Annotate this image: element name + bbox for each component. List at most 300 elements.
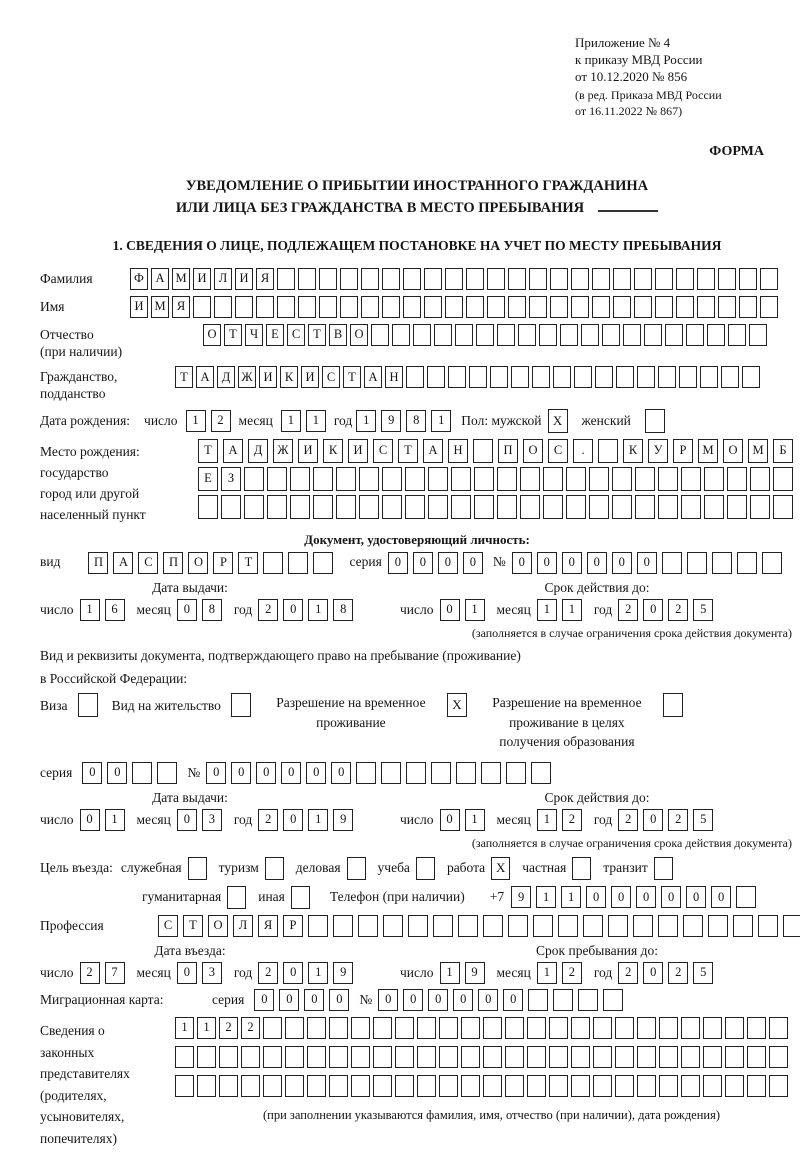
char-cell: 1 [80,599,100,621]
char-cell [681,1075,700,1097]
phone-label: Телефон (при наличии) [329,889,465,904]
char-cell [497,324,515,346]
representatives-row [40,1017,794,1150]
char-cell [762,552,782,574]
char-cell [235,296,253,318]
representatives-label-line: Сведения о [40,1022,105,1038]
char-cell [658,467,678,491]
month-label: месяц [238,412,273,428]
char-cell: 1 [308,599,328,621]
char-cell [681,495,701,519]
char-cell [560,324,578,346]
doc-number-cells [512,552,782,574]
res-issue-month-cells [177,809,222,831]
char-cell [658,915,678,937]
char-cell [725,1017,744,1039]
char-cell [403,296,421,318]
char-cell: О [203,324,221,346]
char-cell: 9 [381,410,401,432]
checkbox [231,693,251,717]
char-cell [277,268,295,290]
option-учеба [378,857,435,880]
doc-kind-cells [88,552,333,574]
char-cell: 8 [202,599,222,621]
char-cell [549,1017,568,1039]
char-cell [351,1046,370,1068]
char-cell: 0 [643,809,663,831]
char-cell: Ф [130,268,148,290]
char-cell: 0 [177,599,197,621]
char-cell: 0 [304,989,324,1011]
birth-place-label-line4: населенный пункт [40,506,146,522]
appendix-edit-line: (в ред. Приказа МВД России [575,88,722,103]
migration-card-label: Миграционная карта: [40,991,164,1007]
char-cell [608,915,628,937]
appendix-header [575,34,794,120]
char-cell [403,268,421,290]
char-cell [381,762,401,784]
char-cell: И [348,439,368,463]
identity-doc-row [40,552,794,574]
month-label: месяц [496,964,531,980]
char-cell [615,1017,634,1039]
issue-date-heading: Дата выдачи: [152,579,228,595]
char-cell: 0 [587,552,607,574]
char-cell [340,268,358,290]
char-cell [405,467,425,491]
char-cell [461,1075,480,1097]
char-cell [742,366,760,388]
char-cell [487,268,505,290]
char-cell: 9 [333,809,353,831]
char-cell [405,495,425,519]
valid-until-heading: Срок действия до: [544,789,650,805]
char-cell: 0 [231,762,251,784]
char-cell [527,1075,546,1097]
char-cell [769,1017,788,1039]
char-cell: А [196,366,214,388]
year-label: год [233,811,253,827]
patronymic-label [40,324,203,361]
char-cell [655,268,673,290]
char-cell: К [623,439,643,463]
char-cell [659,1075,678,1097]
char-cell [637,1017,656,1039]
birth-place-cells-row2 [198,467,793,491]
char-cell [658,366,676,388]
char-cell [686,324,704,346]
option-разрешение-на-временное-проживание-в-целях-получения-образования [481,693,683,752]
char-cell: И [193,268,211,290]
representatives-cells-row2 [175,1046,788,1068]
char-cell [508,268,526,290]
res-issue-day-cells [80,809,125,831]
representatives-label-line: (родителях, [40,1087,107,1103]
char-cell [747,1046,766,1068]
char-cell [413,324,431,346]
char-cell: М [698,439,718,463]
char-cell [175,1075,194,1097]
char-cell: 1 [175,1017,194,1039]
char-cell: 0 [453,989,473,1011]
char-cell [198,495,218,519]
char-cell [424,268,442,290]
char-cell: Я [256,268,274,290]
char-cell: 8 [406,410,426,432]
char-cell [406,762,426,784]
char-cell [728,324,746,346]
char-cell [635,467,655,491]
char-cell: 3 [202,809,222,831]
char-cell [406,366,424,388]
char-cell [428,495,448,519]
char-cell [739,296,757,318]
migration-number-label: № [359,991,373,1007]
char-cell [458,915,478,937]
day-label: число [144,412,178,428]
char-cell: 0 [503,989,523,1011]
sex-female-label: женский [581,412,631,428]
birth-date-row [40,409,794,433]
char-cell [336,467,356,491]
char-cell: 0 [643,962,663,984]
migration-series-cells [254,989,349,1011]
char-cell: 1 [440,962,460,984]
char-cell [466,268,484,290]
char-cell [603,989,623,1011]
representatives-cells-row3 [175,1075,788,1097]
birth-month-cells [281,410,326,432]
char-cell [633,915,653,937]
char-cell: И [235,268,253,290]
valid-month-cells [537,599,582,621]
year-label: год [333,412,353,428]
char-cell [737,552,757,574]
citizenship-label-line2: подданство [40,386,106,402]
residence-number-cells [206,762,551,784]
char-cell: 0 [283,809,303,831]
char-cell [747,1075,766,1097]
char-cell [612,467,632,491]
char-cell [451,495,471,519]
char-cell: 2 [618,962,638,984]
option-виза [40,693,98,717]
char-cell: 0 [329,989,349,1011]
char-cell: 0 [661,886,681,908]
char-cell: 0 [512,552,532,574]
option-транзит [603,857,673,880]
appendix-line: Приложение № 4 [575,35,671,50]
representatives-label-line: представителях [40,1066,130,1082]
char-cell: 6 [105,599,125,621]
char-cell: 0 [306,762,326,784]
char-cell [700,366,718,388]
day-label: число [40,964,74,980]
appendix-edit-line: от 16.11.2022 № 867) [575,104,683,119]
patronymic-label-line1: Отчество [40,326,94,342]
char-cell [373,1017,392,1039]
char-cell: 2 [219,1017,238,1039]
char-cell [356,762,376,784]
char-cell [527,1046,546,1068]
month-label: месяц [136,964,171,980]
char-cell [549,1075,568,1097]
char-cell: 1 [562,599,582,621]
patronymic-label-line2: (при наличии) [40,343,123,359]
char-cell: 1 [281,410,301,432]
char-cell: 0 [428,989,448,1011]
char-cell: 0 [586,886,606,908]
char-cell: Д [217,366,235,388]
migration-number-cells [378,989,623,1011]
valid-year-cells [618,599,713,621]
residence-number-label: № [187,764,201,780]
char-cell: Т [224,324,242,346]
form-title-line1: УВЕДОМЛЕНИЕ О ПРИБЫТИИ ИНОСТРАННОГО ГРАЖДАНИНА [185,178,649,195]
char-cell: З [221,467,241,491]
char-cell: И [130,296,148,318]
residence-series-cells [82,762,177,784]
char-cell: С [373,439,393,463]
char-cell [773,467,793,491]
char-cell: 2 [258,599,278,621]
profession-row [40,915,794,937]
day-label: число [400,811,434,827]
char-cell: С [158,915,178,937]
birth-place-label-line3: город или другой [40,485,140,501]
char-cell [427,366,445,388]
char-cell [613,296,631,318]
day-label: число [400,964,434,980]
char-cell [307,1017,326,1039]
char-cell [615,1075,634,1097]
char-cell [408,915,428,937]
char-cell [474,495,494,519]
char-cell [634,268,652,290]
char-cell: 0 [177,809,197,831]
char-cell [359,467,379,491]
char-cell [662,552,682,574]
char-cell: 2 [241,1017,260,1039]
char-cell: И [301,366,319,388]
char-cell: О [208,915,228,937]
char-cell: Е [266,324,284,346]
char-cell [361,268,379,290]
char-cell: 8 [333,599,353,621]
char-cell: И [259,366,277,388]
char-cell [760,268,778,290]
migration-card-row [40,989,794,1011]
day-label: число [400,601,434,617]
char-cell [455,324,473,346]
char-cell: А [423,439,443,463]
char-cell [578,989,598,1011]
surname-cells [130,268,778,290]
char-cell [487,296,505,318]
char-cell: 0 [711,886,731,908]
valid-until-heading: Срок действия до: [544,579,650,595]
char-cell: В [329,324,347,346]
char-cell [736,886,756,908]
checkbox: X [491,857,510,880]
char-cell [532,366,550,388]
char-cell [637,1046,656,1068]
char-cell: 1 [431,410,451,432]
month-label: месяц [496,811,531,827]
char-cell: 0 [378,989,398,1011]
char-cell [481,762,501,784]
char-cell [329,1046,348,1068]
char-cell [697,268,715,290]
doc-series-label: серия [349,554,382,570]
citizenship-row [40,366,794,403]
char-cell: 1 [356,410,376,432]
char-cell [665,324,683,346]
res-issue-year-cells [258,809,353,831]
char-cell [658,495,678,519]
char-cell [277,296,295,318]
char-cell: 1 [537,962,557,984]
year-label: год [593,601,613,617]
char-cell [707,324,725,346]
surname-row [40,268,794,290]
char-cell [703,1046,722,1068]
char-cell [679,366,697,388]
char-cell [197,1075,216,1097]
option-гуманитарная [142,886,246,909]
char-cell [395,1075,414,1097]
identity-doc-heading: Документ, удостоверяющий личность: [304,531,530,547]
char-cell: У [648,439,668,463]
char-cell [612,495,632,519]
char-cell: 0 [283,599,303,621]
char-cell [285,1046,304,1068]
char-cell [175,1046,194,1068]
char-cell [313,495,333,519]
stay-day-cells [440,962,485,984]
entry-year-cells [258,962,353,984]
issue-day-cells [80,599,125,621]
char-cell: А [364,366,382,388]
entry-month-cells [177,962,222,984]
char-cell [543,495,563,519]
char-cell [589,495,609,519]
char-cell [760,296,778,318]
char-cell [132,762,152,784]
char-cell [214,296,232,318]
profession-cells [158,915,800,937]
char-cell [428,467,448,491]
representatives-cells-row1 [175,1017,788,1039]
birth-day-cells [186,410,231,432]
char-cell: 0 [440,599,460,621]
char-cell [497,495,517,519]
char-cell [382,467,402,491]
char-cell [445,268,463,290]
char-cell: А [223,439,243,463]
res-valid-day-cells [440,809,485,831]
char-cell [329,1075,348,1097]
char-cell [451,467,471,491]
char-cell [193,296,211,318]
char-cell [395,1017,414,1039]
char-cell [263,1046,282,1068]
char-cell [550,296,568,318]
char-cell [550,268,568,290]
validity-note: (заполняется в случае ограничения срока действия документа) [471,835,792,850]
stay-until-heading: Срок пребывания до: [536,942,658,958]
char-cell: 1 [561,886,581,908]
option-разрешение-на-временное-проживание [265,693,467,732]
char-cell [623,324,641,346]
char-cell: 1 [105,809,125,831]
char-cell: Ж [238,366,256,388]
char-cell [697,296,715,318]
char-cell: 0 [279,989,299,1011]
option-label: частная [522,860,567,875]
valid-day-cells [440,599,485,621]
char-cell: 0 [637,552,657,574]
birth-place-row [40,439,794,526]
char-cell [593,1017,612,1039]
char-cell [461,1046,480,1068]
char-cell: Р [283,915,303,937]
birth-place-label-line1: Место рождения: [40,444,140,460]
char-cell [529,296,547,318]
char-cell: Н [385,366,403,388]
char-cell [747,1017,766,1039]
char-cell [256,296,274,318]
char-cell [518,324,536,346]
char-cell [543,467,563,491]
char-cell: 1 [308,809,328,831]
char-cell [725,1075,744,1097]
char-cell: 0 [438,552,458,574]
char-cell [505,1075,524,1097]
char-cell [290,495,310,519]
char-cell: Н [448,439,468,463]
char-cell [319,268,337,290]
char-cell: 1 [308,962,328,984]
char-cell [358,915,378,937]
char-cell [655,296,673,318]
char-cell [704,495,724,519]
checkbox [654,857,673,880]
char-cell [676,296,694,318]
char-cell [725,1046,744,1068]
char-cell [592,268,610,290]
char-cell: М [172,268,190,290]
char-cell [298,268,316,290]
migration-series-label: серия [212,991,245,1007]
char-cell [593,1046,612,1068]
char-cell [589,467,609,491]
entry-day-cells [80,962,125,984]
char-cell [483,1075,502,1097]
char-cell: П [498,439,518,463]
char-cell: 0 [478,989,498,1011]
name-row [40,296,794,318]
residence-series-row [40,762,794,784]
char-cell [424,296,442,318]
char-cell: 1 [536,886,556,908]
char-cell: 2 [668,962,688,984]
char-cell [659,1046,678,1068]
char-cell: Я [172,296,190,318]
char-cell [505,1017,524,1039]
validity-note: (заполняется в случае ограничения срока действия документа) [471,625,792,640]
month-label: месяц [136,811,171,827]
